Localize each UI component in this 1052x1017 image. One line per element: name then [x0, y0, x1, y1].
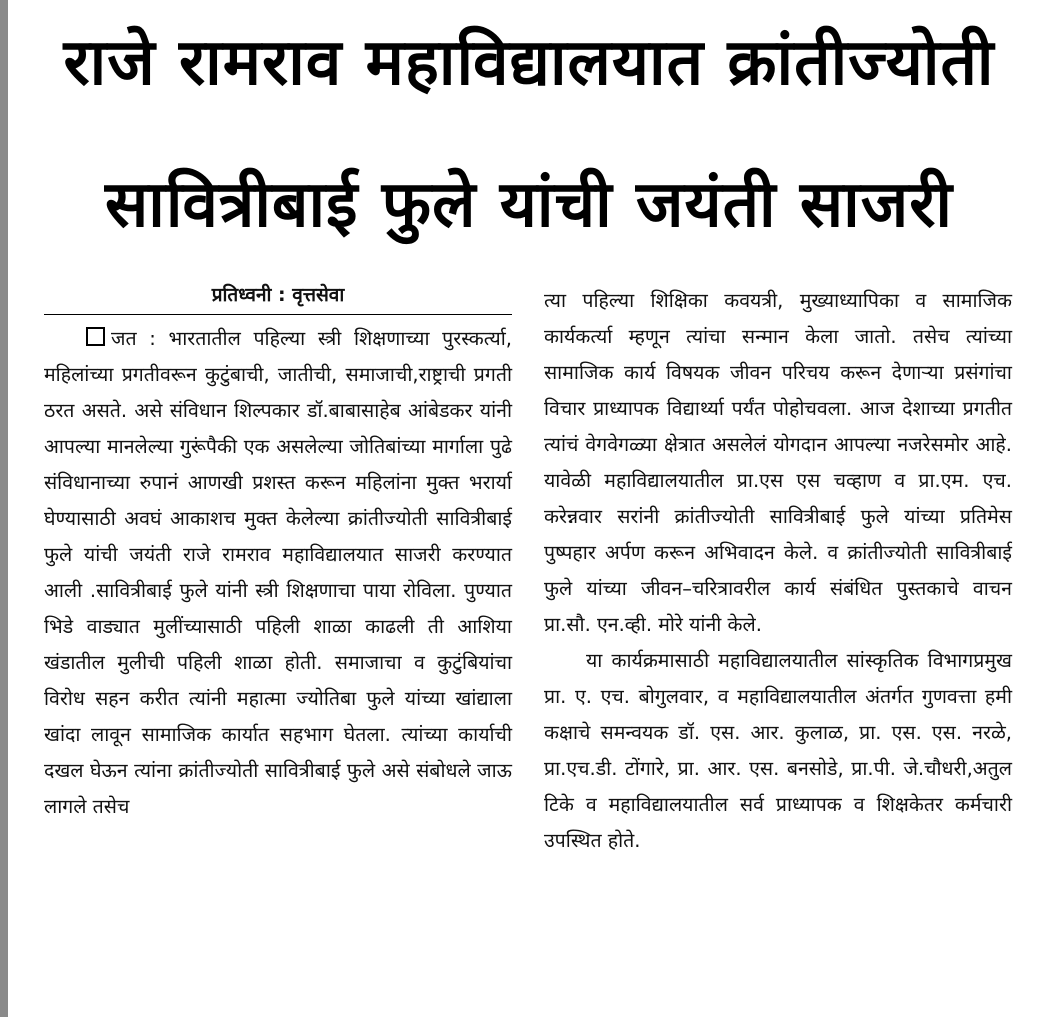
article-paragraph-1 — [44, 321, 512, 825]
page-edge-border — [0, 0, 8, 1017]
article-right-column — [544, 283, 1012, 859]
dateline-rule — [44, 314, 512, 315]
checkbox-bullet-icon — [86, 327, 105, 346]
headline-line-1: राजे रामराव महाविद्यालयात क्रांतीज्योती — [63, 26, 995, 100]
headline-line-2: सावित्रीबाई फुले यांची जयंती साजरी — [105, 168, 953, 242]
dateline: प्रतिध्वनी : वृत्तसेवा — [211, 284, 345, 306]
article-left-column — [44, 280, 512, 825]
left-paragraph-text: जत : भारतातील पहिल्या स्त्री शिक्षणाच्या पुरस्कर्त्या, महिलांच्या प्रगतीवरून कुटुंबाची, जातीची, समाजाची,राष्ट्राची प्रगती ठरत असते. असे संविधान शिल्पकार डॉ.बाबासाहेब आंबेडकर यांनी आपल्या मानलेल्या गुरूंपैकी एक असलेल्या जोतिबांच्या मार्गाला पुढे संविधानाच्या रुपानं आणखी प्रशस्त करून महिलांना मुक्त भरार्या घेण्यासाठी अवघं आकाशच मुक्त केलेल्या क्रांतीज्योती सावित्रीबाई फुले यांची जयंती राजे रामराव महाविद्यालयात साजरी करण्यात आली .सावित्रीबाई फुले यांनी स्त्री शिक्षणाचा पाया रोविला. पुण्यात भिडे वाड्यात मुलींच्यासाठी पहिली शाळा काढली ती आशिया खंडातील मुलीची पहिली शाळा होती. समाजाचा व कुटुंबियांचा विरोध सहन करीत त्यांनी महात्मा ज्योतिबा फुले यांच्या खांद्याला खांदा लावून सामाजिक कार्यात सहभाग घेतला. त्यांच्या कार्याची दखल घेऊन त्यांना क्रांतीज्योती सावित्रीबाई फुले असे संबोधले जाऊ लागले तसेच — [44, 327, 512, 818]
right-paragraph-1: त्या पहिल्या शिक्षिका कवयत्री, मुख्याध्यापिका व सामाजिक कार्यकर्त्या म्हणून त्यांचा सन्मान केला जातो. तसेच त्यांच्या सामाजिक कार्य विषयक जीवन परिचय करून देणाऱ्या प्रसंगांचा विचार प्राध्यापक विद्यार्थ्या पर्यंत पोहोचवला. आज देशाच्या प्रगतीत त्यांचं वेगवेगळ्या क्षेत्रात असलेलं योगदान आपल्या नजरेसमोर आहे. यावेळी महाविद्यालयातील प्रा.एस एस चव्हाण व प्रा.एम. एच. करेन्नवार सरांनी क्रांतीज्योती सावित्रीबाई फुले यांच्या प्रतिमेस पुष्पहार अर्पण करून अभिवादन केले. व क्रांतीज्योती सावित्रीबाई फुले यांच्या जीवन–चरित्रावरील कार्य संबंधित पुस्तकाचे वाचन प्रा.सौ. एन.व्ही. मोरे यांनी केले. — [544, 289, 1012, 636]
right-paragraph-2: या कार्यक्रमासाठी महाविद्यालयातील सांस्कृतिक विभागप्रमुख प्रा. ए. एच. बोगुलवार, व महाविद्यालयातील अंतर्गत गुणवत्ता हमी कक्षाचे समन्वयक डॉ. एस. आर. कुलाळ, प्रा. एस. एस. नरळे, प्रा.एच.डी. टोंगारे, प्रा. आर. एस. बनसोडे, प्रा.पी. जे.चौधरी,अतुल टिके व महाविद्यालयातील सर्व प्राध्यापक व शिक्षकेतर कर्मचारी उपस्थित होते. — [544, 649, 1012, 852]
